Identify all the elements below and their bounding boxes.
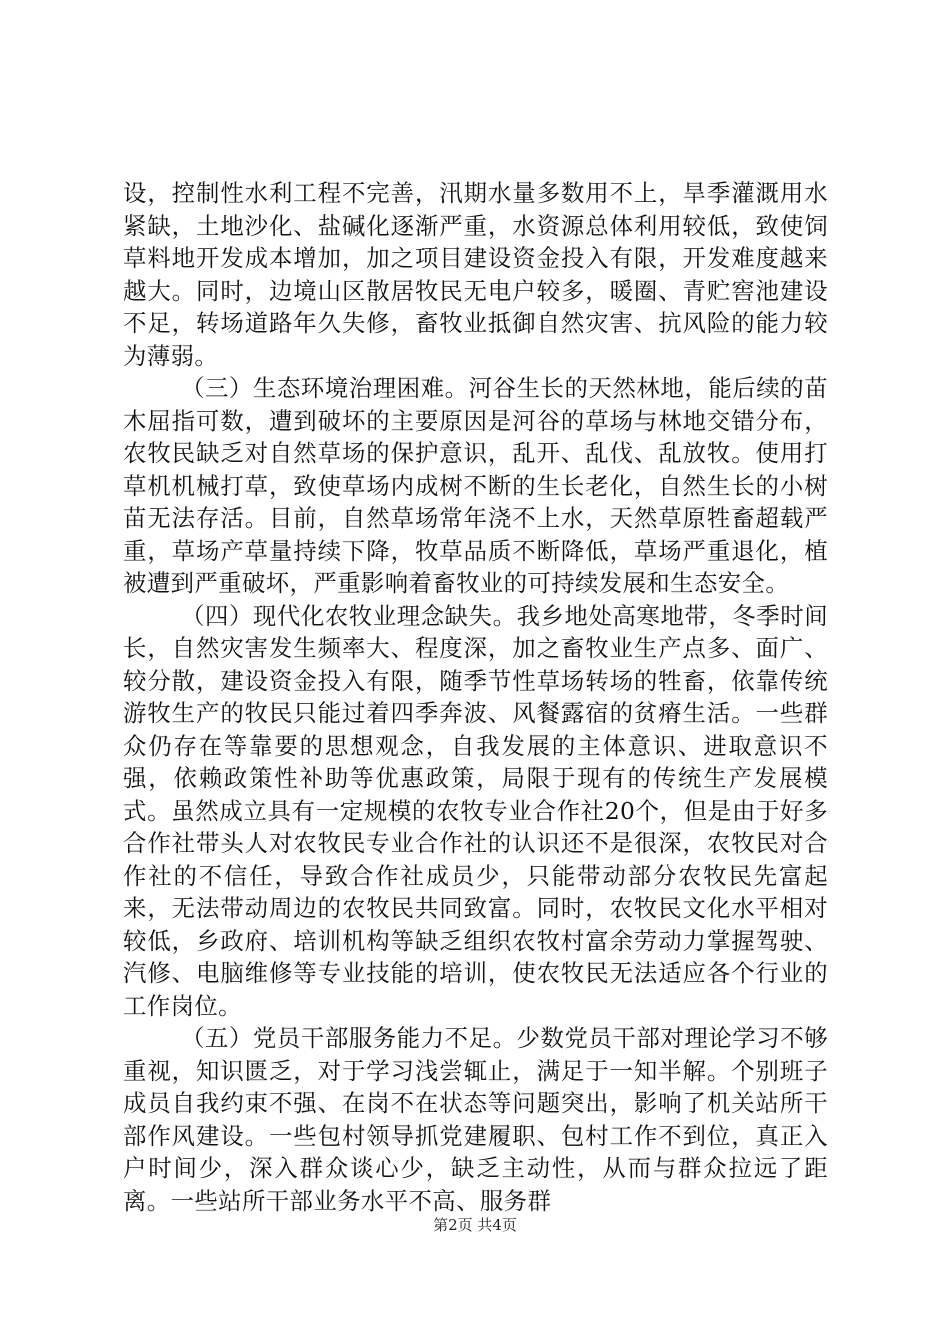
paragraph-section-5: （五）党员干部服务能力不足。少数党员干部对理论学习不够重视，知识匮乏，对于学习浅尝辄止，满足于一知半解。个别班子成员自我约束不强、在岗不在状态等问题突出，影响了机关站所干部作风建设。一些包村领导抓党建履职、包村工作不到位，真正入户时间少，深入群众谈心少，缺乏主动性，从而与群众拉远了距离。一些站所干部业务水平不高、服务群	[123, 1024, 828, 1215]
paragraph-section-4: （四）现代化农牧业理念缺失。我乡地处高寒地带，冬季时间长，自然灾害发生频率大、程度深，加之畜牧业生产点多、面广、较分散，建设资金投入有限，随季节性草场转场的牲畜，依靠传统游牧生产的牧民只能过着四季奔波、风餐露宿的贫瘠生活。一些群众仍存在等靠要的思想观念，自我发展的主体意识、进取意识不强，依赖政策性补助等优惠政策，局限于现有的传统生产发展模式。虽然成立具有一定规模的农牧专业合作社20个，但是由于好多合作社带头人对农牧民专业合作社的认识还不是很深，农牧民对合作社的不信任，导致合作社成员少，只能带动部分农牧民先富起来，无法带动周边的农牧民共同致富。同时，农牧民文化水平相对较低，乡政府、培训机构等缺乏组织农牧村富余劳动力掌握驾驶、汽修、电脑维修等专业技能的培训，使农牧民无法适应各个行业的工作岗位。	[123, 601, 828, 1020]
paragraph-section-3: （三）生态环境治理困难。河谷生长的天然林地，能后续的苗木屈指可数，遭到破坏的主要原因是河谷的草场与林地交错分布，农牧民缺乏对自然草场的保护意识，乱开、乱伐、乱放牧。使用打草机机械打草，致使草场内成树不断的生长老化，自然生长的小树苗无法存活。目前，自然草场常年浇不上水，天然草原牲畜超载严重，草场产草量持续下降，牧草品质不断降低，草场严重退化，植被遭到严重破坏，严重影响着畜牧业的可持续发展和生态安全。	[123, 374, 828, 597]
document-body	[123, 177, 828, 1217]
page-number-footer: 第2页 共4页	[433, 1216, 517, 1234]
paragraph-continuation: 设，控制性水利工程不完善，汛期水量多数用不上，旱季灌溉用水紧缺，土地沙化、盐碱化逐渐严重，水资源总体利用较低，致使饲草料地开发成本增加，加之项目建设资金投入有限，开发难度越来越大。同时，边境山区散居牧民无电户较多，暖圈、青贮窖池建设不足，转场道路年久失修，畜牧业抵御自然灾害、抗风险的能力较为薄弱。	[123, 179, 828, 370]
